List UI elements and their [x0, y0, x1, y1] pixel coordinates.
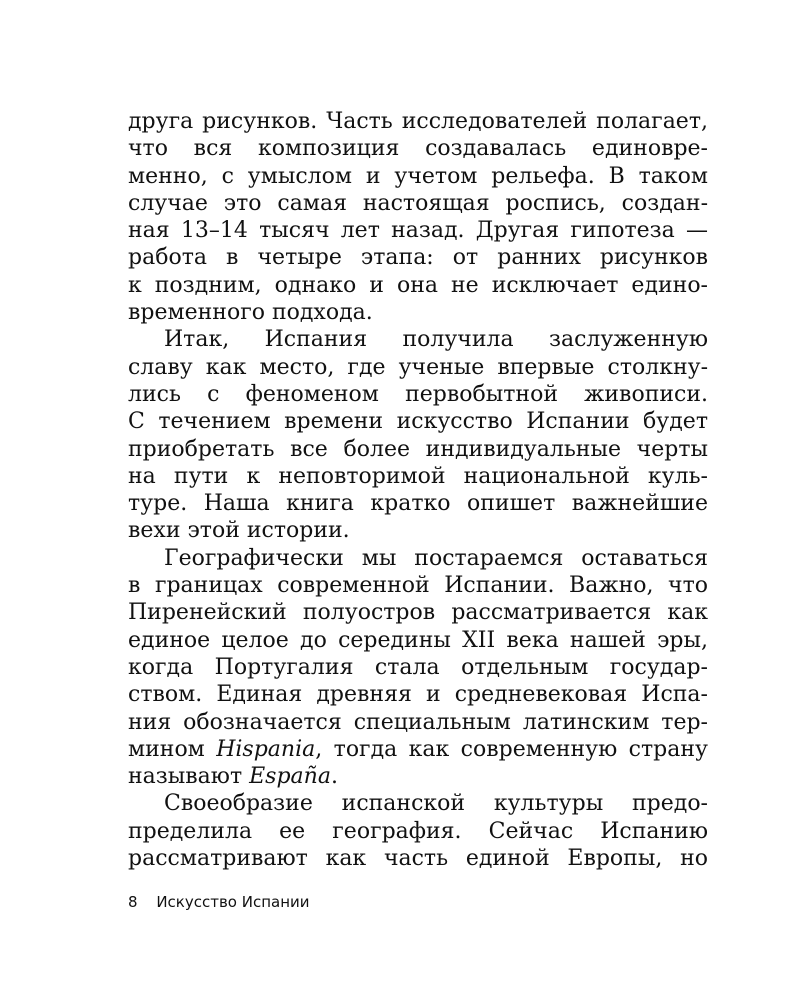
text-line: к поздним, однако и она не исключает едино-	[128, 272, 708, 298]
text-line: менно, с умыслом и учетом рельефа. В таком	[128, 163, 708, 189]
text-line: ная 13–14 тысяч лет назад. Другая гипотеза —	[128, 218, 708, 244]
text-line: Географически мы постараемся оставаться	[164, 545, 708, 571]
spanish-term: España	[249, 764, 331, 790]
text-line: ния обозначается специальным латинским тер-	[128, 709, 708, 735]
text-line: в границах современной Испании. Важно, что	[128, 573, 708, 599]
text-line: Итак, Испания получила заслуженную	[164, 327, 708, 353]
text-line: когда Португалия стала отдельным государ-	[128, 654, 708, 680]
text-line	[128, 736, 708, 763]
latin-term: Hispania	[216, 736, 316, 762]
text-line: Своеобразие испанской культуры предо-	[164, 791, 708, 817]
text-fragment: мином	[128, 736, 217, 762]
body-text	[128, 108, 708, 872]
page-number: 8	[128, 893, 138, 911]
text-line: временного подхода.	[128, 300, 373, 326]
text-line: единое целое до середины XII века нашей эры,	[128, 627, 708, 653]
text-line: работа в четыре этапа: от ранних рисунков	[128, 245, 708, 271]
text-line: пределила ее география. Сейчас Испанию	[128, 818, 708, 844]
text-line: Пиренейский полуостров рассматривается как	[128, 600, 708, 626]
text-line: туре. Наша книга кратко опишет важнейшие	[128, 491, 708, 517]
page-footer	[128, 893, 310, 911]
running-title: Искусство Испании	[156, 893, 310, 911]
text-fragment: , тогда как современную страну	[315, 736, 708, 762]
text-line: друга рисунков. Часть исследователей полагает,	[128, 109, 708, 134]
text-line: славу как место, где ученые впервые столкну-	[128, 354, 708, 380]
text-line: лись с феноменом первобытной живописи.	[128, 381, 708, 407]
text-line: С течением времени искусство Испании будет	[128, 409, 708, 435]
text-line: ством. Единая древняя и средневековая Испа-	[128, 682, 708, 708]
text-line: случае это самая настоящая роспись, создан-	[128, 190, 708, 216]
text-line: что вся композиция создавалась единовре-	[128, 136, 708, 162]
text-line: приобретать все более индивидуальные черты	[128, 436, 708, 462]
text-fragment: .	[330, 764, 338, 790]
text-line: вехи этой истории.	[128, 518, 350, 544]
text-fragment: называют	[128, 764, 250, 790]
text-line: на пути к неповторимой национальной куль-	[128, 463, 708, 489]
text-line	[128, 763, 708, 790]
text-line: рассматривают как часть единой Европы, но	[128, 846, 708, 872]
